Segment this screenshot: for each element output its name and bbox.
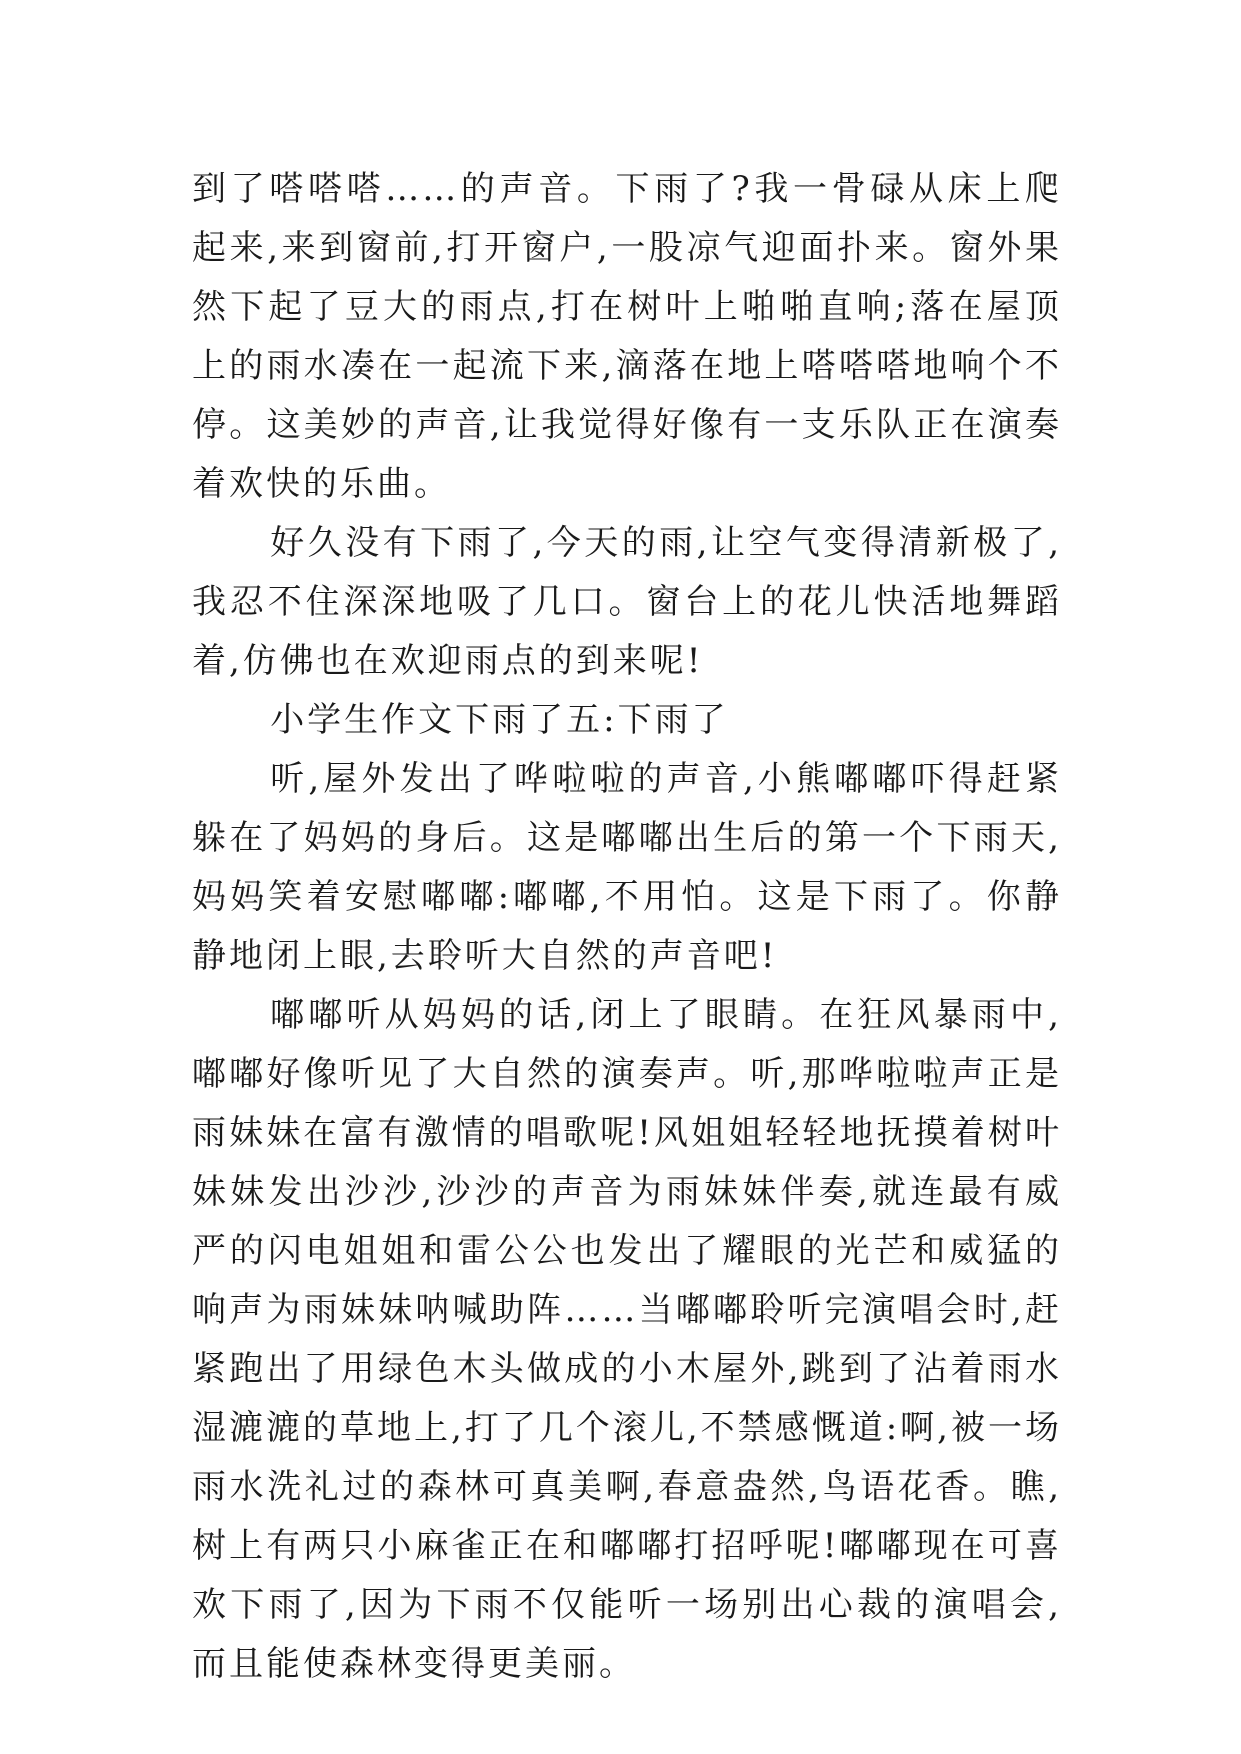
paragraph-4: 嘟嘟听从妈妈的话,闭上了眼睛。在狂风暴雨中,嘟嘟好像听见了大自然的演奏声。听,那哗啦啦声正是雨妹妹在富有激情的唱歌呢!风姐姐轻轻地抚摸着树叶妹妹发出沙沙,沙沙的声音为雨妹妹伴奏,就连最有威严的闪电姐姐和雷公公也发出了耀眼的光芒和威猛的响声为雨妹妹呐喊助阵……当嘟嘟聆听完演唱会时,赶紧跑出了用绿色木头做成的小木屋外,跳到了沾着雨水湿漉漉的草地上,打了几个滚儿,不禁感慨道:啊,被一场雨水洗礼过的森林可真美啊,春意盎然,鸟语花香。瞧,树上有两只小麻雀正在和嘟嘟打招呼呢!嘟嘟现在可喜欢下雨了,因为下雨不仅能听一场别出心裁的演唱会,而且能使森林变得更美丽。 <box>192 995 1062 1684</box>
essay-body <box>192 160 1062 1694</box>
paragraph-3: 听,屋外发出了哗啦啦的声音,小熊嘟嘟吓得赶紧躲在了妈妈的身后。这是嘟嘟出生后的第一个下雨天,妈妈笑着安慰嘟嘟:嘟嘟,不用怕。这是下雨了。你静静地闭上眼,去聆听大自然的声音吧! <box>192 759 1062 976</box>
paragraph-2: 好久没有下雨了,今天的雨,让空气变得清新极了,我忍不住深深地吸了几口。窗台上的花儿快活地舞蹈着,仿佛也在欢迎雨点的到来呢! <box>192 523 1062 681</box>
section-heading: 小学生作文下雨了五:下雨了 <box>270 700 729 740</box>
paragraph-1: 到了嗒嗒嗒……的声音。下雨了?我一骨碌从床上爬起来,来到窗前,打开窗户,一股凉气迎面扑来。窗外果然下起了豆大的雨点,打在树叶上啪啪直响;落在屋顶上的雨水凑在一起流下来,滴落在地上嗒嗒嗒地响个不停。这美妙的声音,让我觉得好像有一支乐队正在演奏着欢快的乐曲。 <box>192 169 1062 504</box>
